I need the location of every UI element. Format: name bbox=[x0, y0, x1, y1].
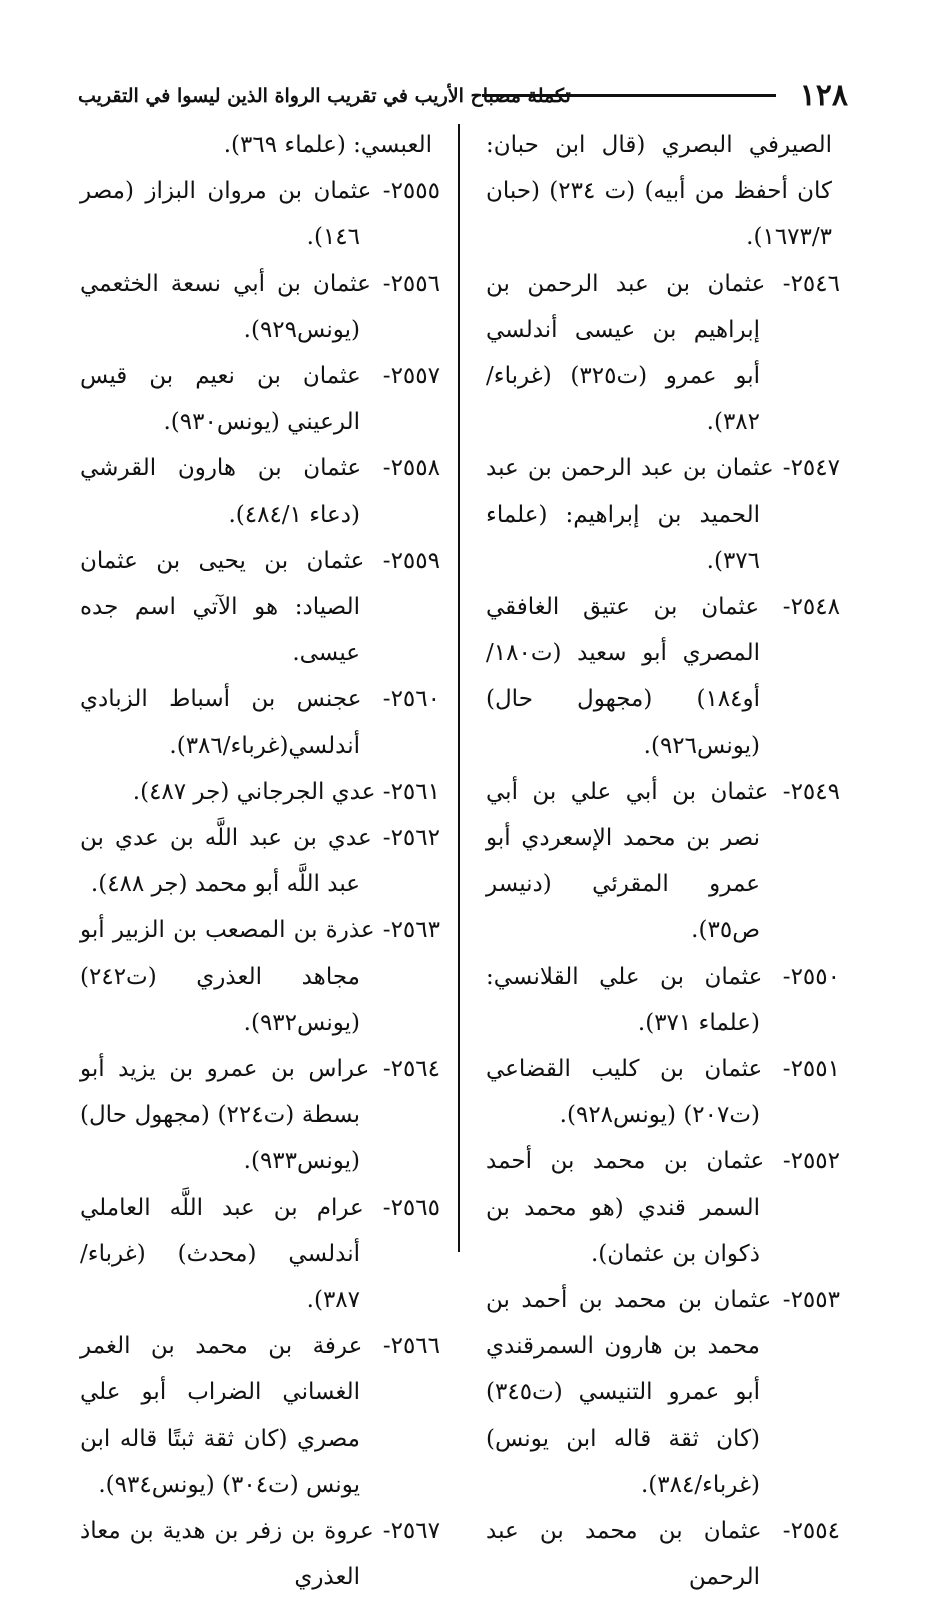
entry: ٢٥٦٢- عدي بن عبد اللَّه بن عدي بن عبد اللَّه أبو محمد (جر ٤٨٨). bbox=[80, 825, 440, 898]
left-column bbox=[80, 122, 440, 1601]
entry: ٢٥٥١- عثمان بن كليب القضاعي (ت٢٠٧) (يونس٩٢٨). bbox=[486, 1056, 840, 1129]
entry: ٢٥٦٥- عرام بن عبد اللَّه العاملي أندلسي (محدث) (غرباء/٣٨٧). bbox=[80, 1194, 440, 1314]
entry: ٢٥٥٩- عثمان بن يحيى بن عثمان الصياد: هو الآتي اسم جده عيسى. bbox=[80, 547, 440, 667]
entry: العبسي: (علماء ٣٦٩). bbox=[223, 132, 432, 158]
entry: ٢٥٤٨- عثمان بن عتيق الغافقي المصري أبو سعيد (ت١٨٠/أو١٨٤) (مجهول حال) (يونس٩٢٦). bbox=[486, 594, 840, 759]
entry: ٢٥٦٦- عرفة بن محمد بن الغمر الغساني الضراب أبو علي مصري (كان ثقة ثبتًا قاله ابن يونس (ت٣٠٤) (يونس٩٣٤). bbox=[80, 1333, 441, 1498]
column-divider bbox=[458, 124, 460, 1252]
entry: ٢٥٥٦- عثمان بن أبي نسعة الخثعمي (يونس٩٢٩). bbox=[80, 270, 440, 343]
entry: ٢٥٦١- عدي الجرجاني (جر ٤٨٧). bbox=[132, 778, 440, 805]
entry: الصيرفي البصري (قال ابن حبان: كان أحفظ من أبيه) (ت ٢٣٤) (حبان ١٦٧٣/٣). bbox=[486, 132, 832, 251]
entry: ٢٥٦٠- عجنس بن أسباط الزبادي أندلسي(غرباء/٣٨٦). bbox=[80, 686, 440, 759]
entry: ٢٥٦٧- عروة بن زفر بن هدية بن معاذ العذري bbox=[80, 1518, 440, 1591]
right-column bbox=[486, 122, 840, 1601]
entry: ٢٥٥٣- عثمان بن محمد بن أحمد بن محمد بن هارون السمرقندي أبو عمرو التنيسي (ت٣٤٥) (كان ثقة قاله ابن يونس) (غرباء/٣٨٤). bbox=[486, 1287, 840, 1498]
page-header bbox=[78, 76, 848, 116]
entry: ٢٥٦٤- عراس بن عمرو بن يزيد أبو بسطة (ت٢٢٤) (مجهول حال) (يونس٩٣٣). bbox=[80, 1056, 441, 1175]
running-title: تكملة مصباح الأريب في تقريب الرواة الذين ليسوا في التقريب bbox=[78, 85, 571, 107]
entry: ٢٥٥٨- عثمان بن هارون القرشي (دعاء ٤٨٤/١). bbox=[80, 455, 440, 528]
entry: ٢٥٤٧- عثمان بن عبد الرحمن بن عبد الحميد بن إبراهيم: (علماء ٣٧٦). bbox=[486, 455, 840, 574]
entry: ٢٥٥٠- عثمان بن علي القلانسي: (علماء ٣٧١). bbox=[486, 963, 840, 1036]
entry: ٢٥٥٤- عثمان بن محمد بن عبد الرحمن bbox=[486, 1518, 840, 1591]
page-number: ١٢٨ bbox=[799, 78, 848, 113]
entry: ٢٥٤٦- عثمان بن عبد الرحمن بن إبراهيم بن عيسى أندلسي أبو عمرو (ت٣٢٥) (غرباء/٣٨٢). bbox=[486, 270, 840, 436]
entry: ٢٥٥٧- عثمان بن نعيم بن قيس الرعيني (يونس٩٣٠). bbox=[80, 363, 440, 436]
entry: ٢٥٥٥- عثمان بن مروان البزاز (مصر ١٤٦). bbox=[80, 178, 440, 251]
entry: ٢٥٦٣- عذرة بن المصعب بن الزبير أبو مجاهد العذري (ت٢٤٢) (يونس٩٣٢). bbox=[80, 917, 440, 1036]
entry: ٢٥٥٢- عثمان بن محمد بن أحمد السمر قندي (هو محمد بن ذكوان بن عثمان). bbox=[486, 1148, 841, 1267]
entry: ٢٥٤٩- عثمان بن أبي علي بن أبي نصر بن محمد الإسعردي أبو عمرو المقرئي (دنيسر ص٣٥). bbox=[486, 778, 840, 944]
